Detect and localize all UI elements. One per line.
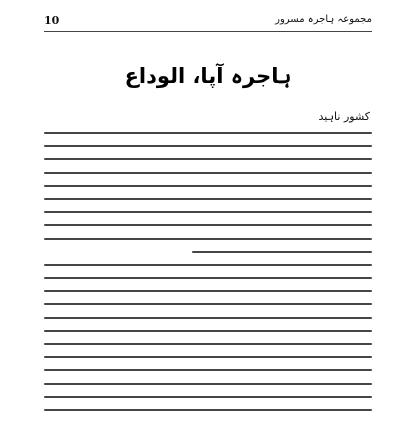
body-text-line [44, 369, 372, 371]
body-text-line [44, 303, 372, 305]
body-text-line [44, 198, 372, 200]
body-text-line [44, 158, 372, 160]
body-text-line [44, 264, 372, 266]
body-text-line [44, 330, 372, 332]
body-text-line [192, 251, 372, 253]
body-text-line [44, 211, 372, 213]
header-rule [44, 31, 372, 32]
page-header [44, 14, 372, 30]
body-text-line [44, 409, 372, 411]
body-text-line [44, 317, 372, 319]
body-text-line [44, 172, 372, 174]
body-text-line [44, 343, 372, 345]
body-text-line [44, 132, 372, 134]
body-text-line [44, 224, 372, 226]
author-name: کشور ناہید [318, 110, 370, 123]
body-text-line [44, 383, 372, 385]
body-text-line [44, 356, 372, 358]
body-text [44, 132, 372, 422]
chapter-title: ہاجرہ آپا، الوداع [124, 64, 292, 88]
running-header: مجموعہ ہاجرہ مسرور [275, 14, 372, 25]
page-number: 10 [44, 14, 60, 27]
body-text-line [44, 238, 372, 240]
body-text-line [44, 290, 372, 292]
body-text-line [44, 277, 372, 279]
body-text-line [44, 145, 372, 147]
body-text-line [44, 185, 372, 187]
body-text-line [44, 396, 372, 398]
